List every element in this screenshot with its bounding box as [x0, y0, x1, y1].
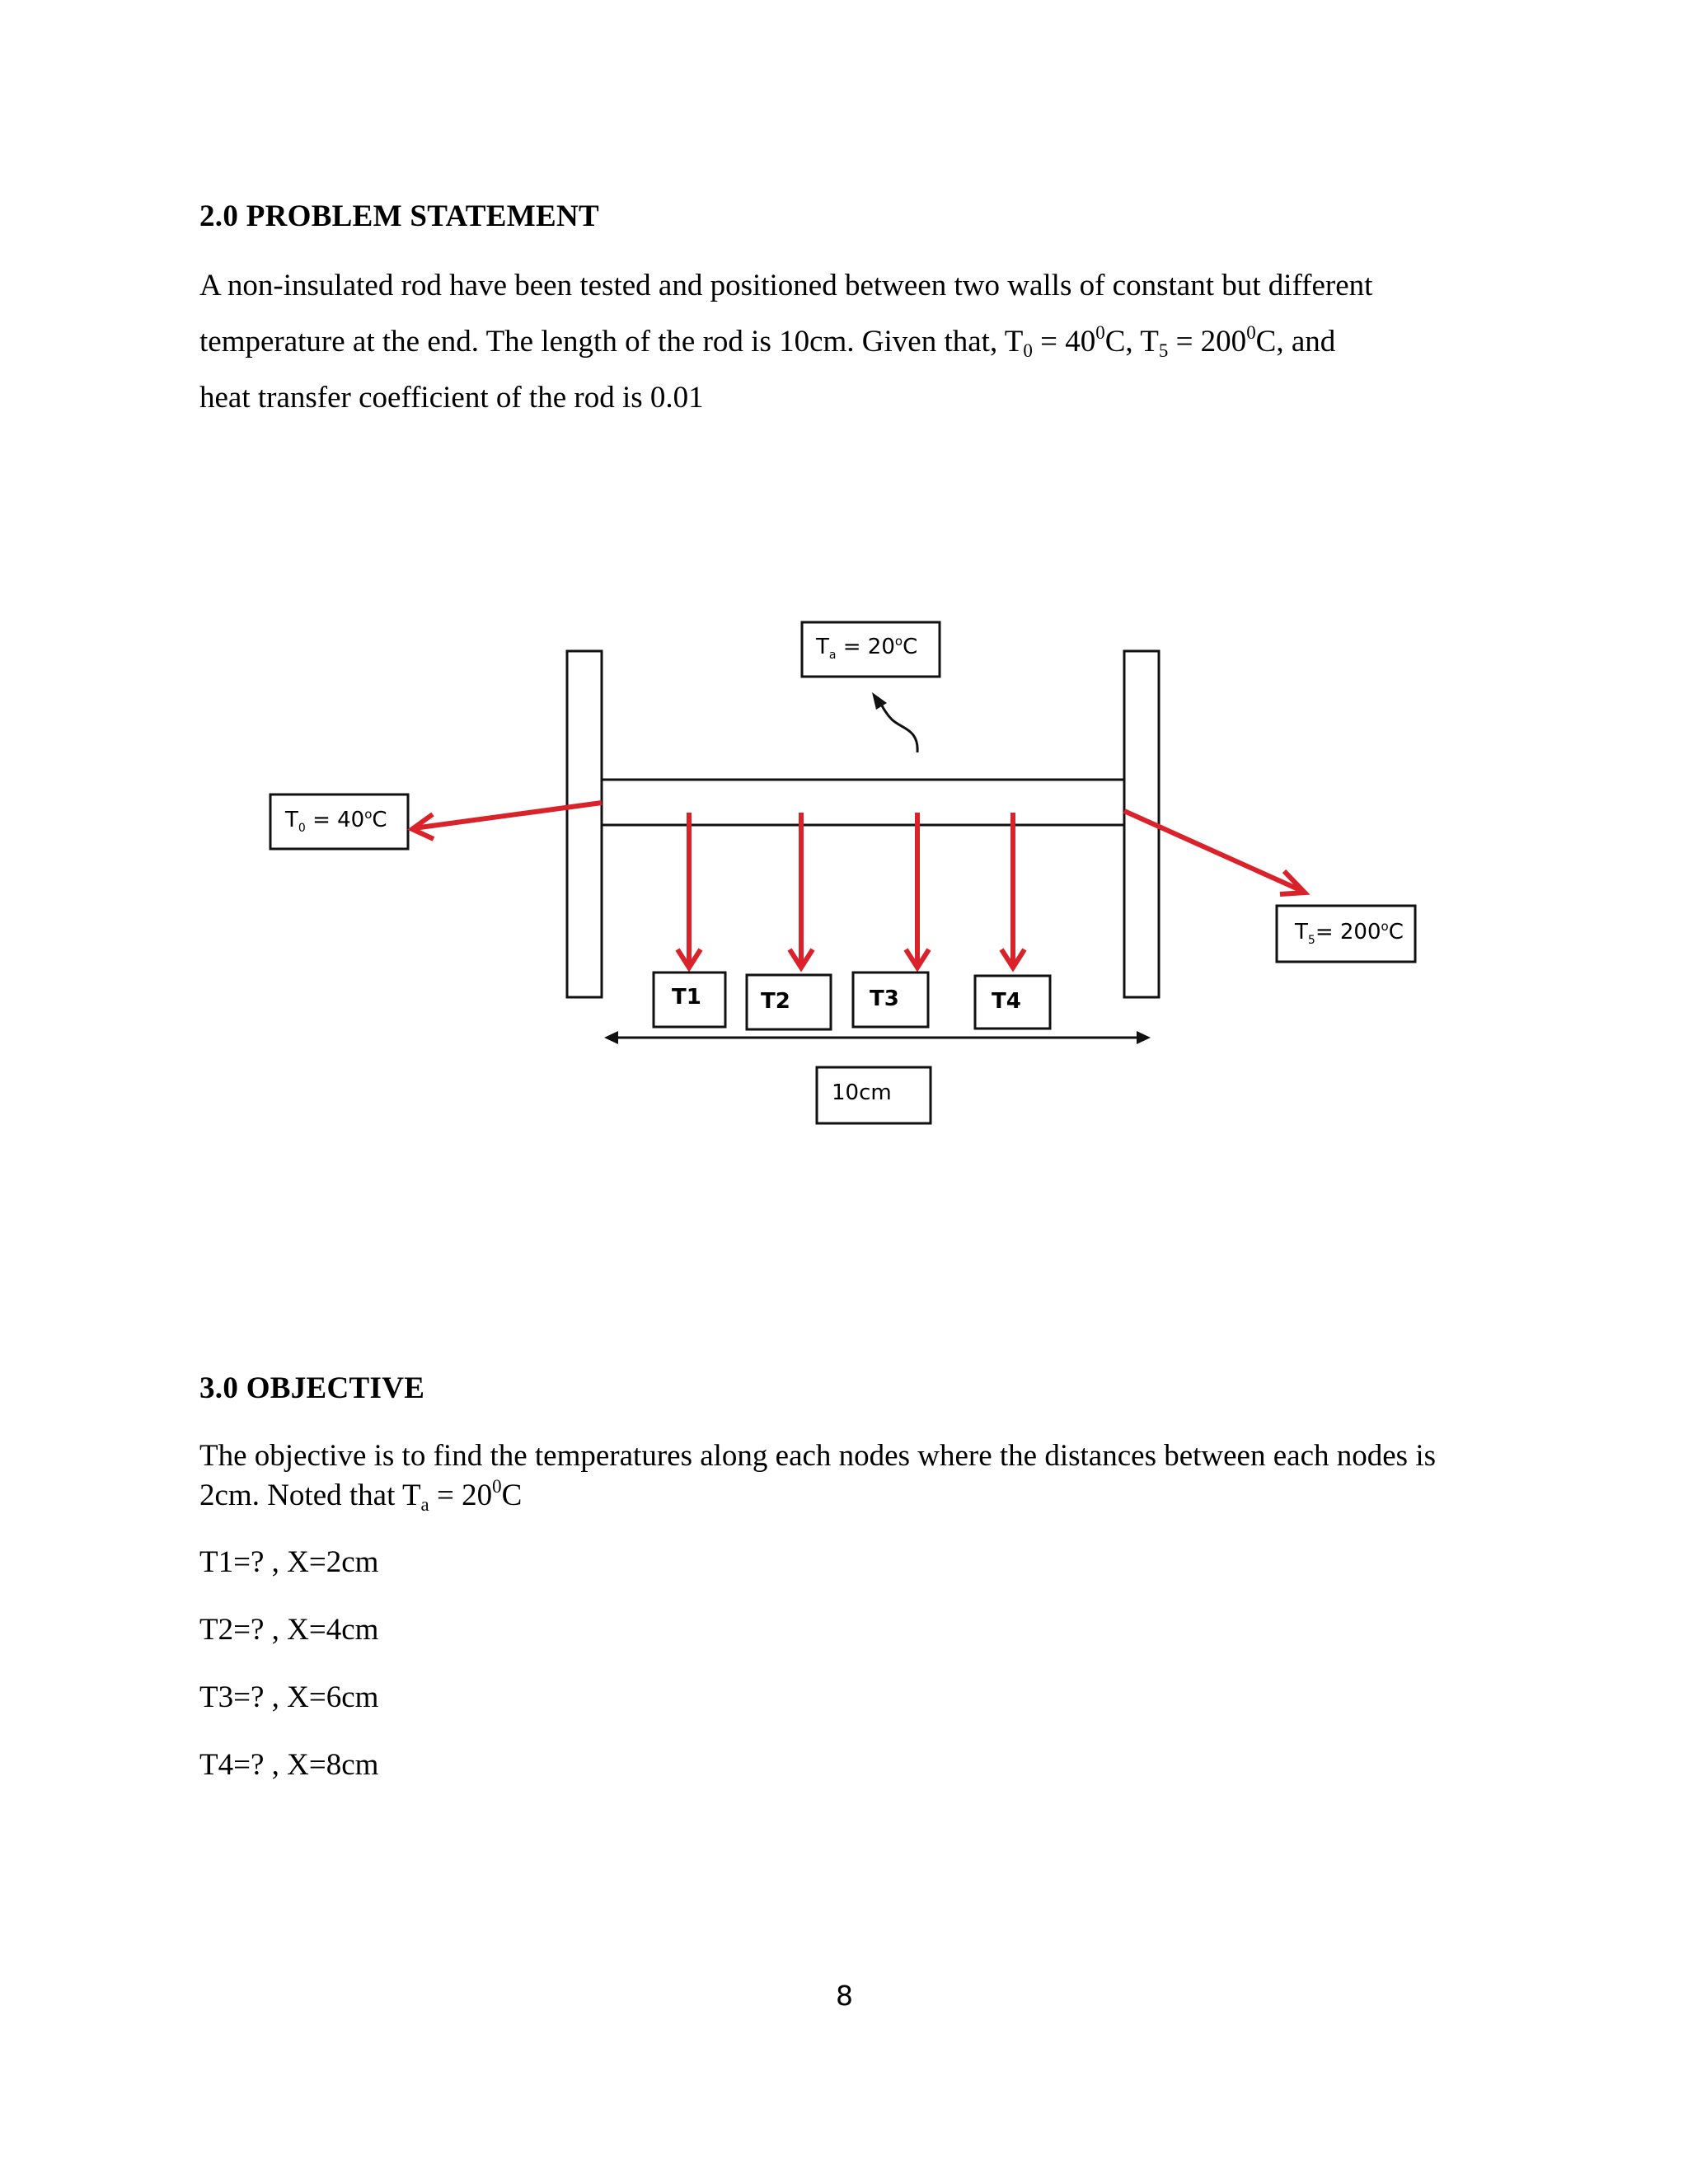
- svg-text:T0 = 40oC: $T_0 = 40^oC$: [285, 807, 387, 835]
- t5-label: [1277, 906, 1415, 962]
- objective-heading: 3.0 OBJECTIVE: [199, 1371, 425, 1405]
- problem-heading: 2.0 PROBLEM STATEMENT: [199, 199, 599, 233]
- svg-text:T4: T4: [992, 989, 1021, 1014]
- svg-text:T3: T3: [870, 987, 899, 1011]
- node-label-t3: [853, 972, 928, 1027]
- left-wall: [567, 651, 602, 997]
- svg-text:T2: T2: [761, 989, 790, 1014]
- objective-item-t3: T3=? , X=6cm: [199, 1680, 379, 1714]
- node-label-t2: [747, 975, 831, 1029]
- node-arrow-2: [790, 813, 813, 968]
- page-number: 8: [836, 1980, 853, 2012]
- objective-line-2: 2cm. Noted that $T_a = 20^0C$: [199, 1476, 523, 1515]
- svg-text:T1: T1: [672, 985, 701, 1010]
- svg-text:10cm: 10cm: [832, 1080, 892, 1105]
- problem-line-3: heat transfer coefficient of the rod is 0.01: [199, 381, 704, 415]
- objective-item-t1: T1=? , X=2cm: [199, 1545, 379, 1579]
- ambient-temp-label: [802, 622, 940, 677]
- problem-line-2: temperature at the end. The length of the rod is 10cm. Given that, $T_0 = 40^0C$, $T_5 = 200^0C$, and: [199, 322, 1336, 361]
- length-dimension-arrow: [604, 1031, 1151, 1044]
- objective-item-t4: T4=? , X=8cm: [199, 1748, 379, 1782]
- objective-line-1: The objective is to find the temperatures along each nodes where the distances between each nodes is: [199, 1439, 1436, 1473]
- node-arrow-4: [1001, 813, 1025, 968]
- problem-line-1: A non-insulated rod have been tested and positioned between two walls of constant but different: [199, 269, 1373, 302]
- svg-text:T5= 200oC: $T_5= 200^oC$: [1295, 919, 1404, 947]
- objective-item-t2: T2=? , X=4cm: [199, 1613, 379, 1647]
- length-label: [817, 1067, 931, 1123]
- node-arrow-1: [678, 813, 701, 968]
- t0-label: [270, 794, 408, 849]
- node-label-t1: [654, 972, 725, 1027]
- svg-text:Ta = 20oC: $T_a = 20^oC$: [816, 634, 918, 662]
- node-arrow-3: [906, 813, 929, 968]
- ambient-arrow-head: [872, 692, 887, 710]
- node-label-t4: [975, 976, 1050, 1029]
- ambient-curved-arrow: [879, 700, 917, 752]
